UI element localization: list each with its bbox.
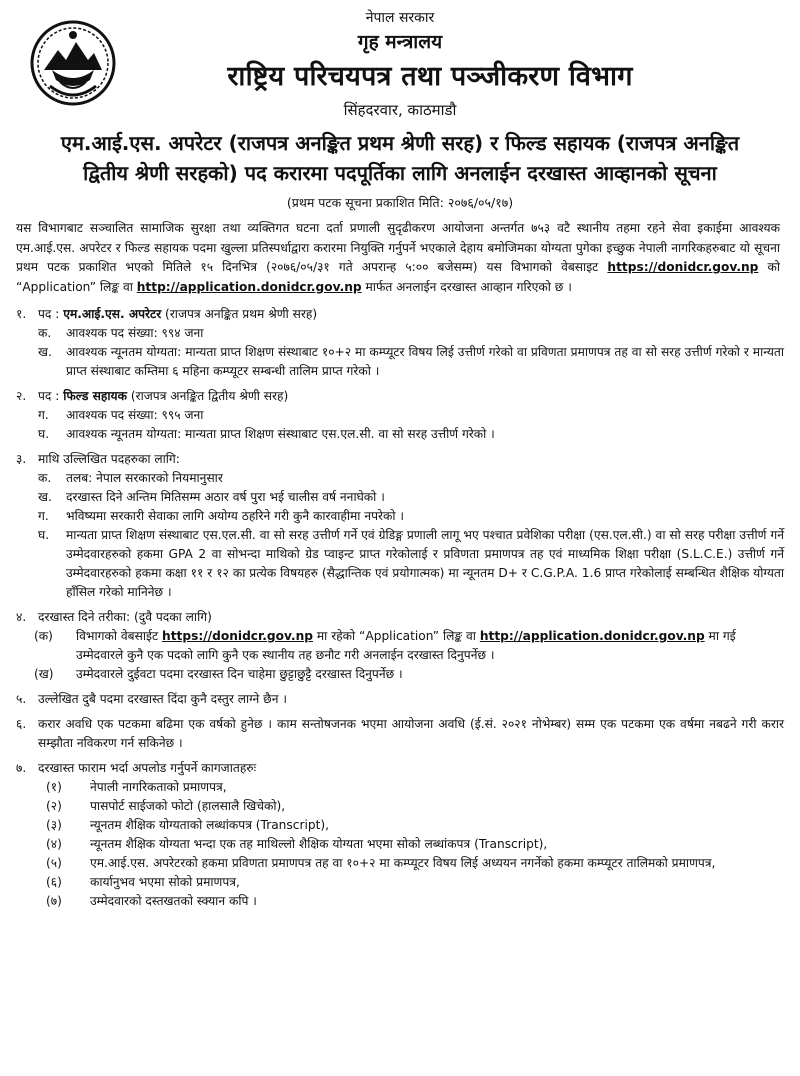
section-6-heading (16, 715, 784, 753)
intro-paragraph (16, 219, 780, 297)
item-text: दरखास्त दिने अन्तिम मितिसम्म अठार वर्ष पुरा भई चालीस वर्ष ननाघेको । (66, 490, 385, 504)
item-marker: (३) (46, 818, 62, 832)
notice-title-line2: द्वितीय श्रेणी सरहको) पद करारमा पदपूर्तिका लागि अनलाईन दरखास्त आव्हानको सूचना (83, 161, 717, 185)
section-6 (16, 715, 784, 753)
section-number: ७. (16, 761, 27, 775)
apply-text-3: मा गई उम्मेदवारले कुनै एक पदको लागि कुनै एक स्थानीय तह छनौट गरी अनलाईन दरखास्त दिनुपर्नेछ । (76, 629, 736, 662)
list-item (16, 406, 784, 425)
item-marker: (क) (34, 629, 53, 643)
list-item (16, 627, 784, 665)
post-grade: (राजपत्र अनङ्कित द्वितीय श्रेणी सरह) (126, 389, 289, 403)
item-marker: ग. (38, 509, 49, 523)
item-text: भविष्यमा सरकारी सेवाका लागि अयोग्य ठहरिने गरी कुनै कारवाहीमा नपरेको । (66, 509, 405, 523)
list-item (16, 892, 784, 911)
item-marker: (१) (46, 780, 62, 794)
header (16, 6, 784, 124)
website-link[interactable]: https://donidcr.gov.np (607, 260, 759, 274)
list-item (16, 343, 784, 381)
item-marker: क. (38, 326, 52, 340)
item-marker: ख. (38, 345, 52, 359)
item-text: आवश्यक न्यूनतम योग्यता: मान्यता प्राप्त शिक्षण संस्थाबाट १०+२ मा कम्प्यूटर विषय लिई उत्तीर्ण गरेको वा प्रविणता प्रमाणपत्र तह वा सो सरह उत्तीर्ण गरेको र मान्यता प्राप्त संस्थाबाट कम्तिमा ६ महिना कम्प्यूटर सम्बन्धी तालिम प्राप्त गरेको । (66, 345, 784, 378)
item-marker: घ. (38, 427, 50, 441)
item-text: कार्यानुभव भएमा सोको प्रमाणपत्र, (90, 875, 240, 889)
section-7 (16, 759, 784, 911)
item-marker: घ. (38, 528, 50, 542)
intro-text-a: यस विभागबाट सञ्चालित सामाजिक सुरक्षा तथा व्यक्तिगत घटना दर्ता प्रणाली सुदृढीकरण आयोजना अन्तर्गत ७५३ वटै स्थानीय तहमा रहने सेवा इकाईमा आवश्यक एम.आई.एस. अपरेटर र फिल्ड सहायक पदमा खुल्ला प्रतिस्पर्धाद्वारा करारमा नियुक्ति गर्नुपर्ने भएकाले देहाय बमोजिमका योग्यता पुगेका इच्छुक नेपाली नागरिकहरुबाट यो सूचना प्रथम पटक प्रकाशित भएको मितिले १५ दिनभित्र (२०७६/०५/३१ गते अपरान्ह ५:०० बजेसम्म) यस विभागको वेबसाइट (16, 221, 780, 274)
list-item (16, 425, 784, 444)
apply-text-1: विभागको वेबसाईट (76, 629, 163, 643)
section-number: ५. (16, 692, 27, 706)
section-1-heading (16, 305, 784, 324)
item-marker: (२) (46, 799, 62, 813)
item-marker: (४) (46, 837, 62, 851)
section-5 (16, 690, 784, 709)
section-number: २. (16, 389, 27, 403)
apply-text-2: मा रहेको “Application” लिङ्क वा (313, 629, 480, 643)
section-4 (16, 608, 784, 684)
intro-text-b: को “Application” लिङ्क वा (16, 260, 780, 294)
item-text: आवश्यक पद संख्या: ९९५ जना (66, 408, 204, 422)
item-text: मान्यता प्राप्त शिक्षण संस्थाबाट एस.एल.सी. वा सो सरह उत्तीर्ण गर्ने एवं ग्रेडिङ्ग प्रणाली लागू भए पश्चात प्रवेशिका परीक्षा (एस.एल.सी.) वा सो सरह परीक्षा उत्तीर्ण गर्ने उम्मेदवारहरुको हकमा GPA 2 वा सोभन्दा माथिको ग्रेड प्वाइन्ट प्राप्त गरेकोलाई र प्रविणता प्रमाणपत्र तह एवं माध्यमिक शिक्षा परीक्षा (S.L.C.E.) उत्तीर्ण गर्ने उम्मेदवारहरुको हकमा कक्षा ११ र १२ का प्रत्येक विषयहरु (सैद्धान्तिक एवं प्रयोगात्मक) मा न्यूनतम D+ र C.G.P.A. 1.6 प्राप्त गरेकोलाई सम्बन्धित शैक्षिक योग्यता हाँसिल गरेको मानिनेछ । (66, 528, 784, 599)
post-label: पद : (38, 389, 64, 403)
item-text: तलब: नेपाल सरकारको नियमानुसार (66, 471, 223, 485)
list-item (16, 816, 784, 835)
section-number: ६. (16, 717, 27, 731)
section-title: दरखास्त दिने तरीका: (दुवै पदका लागि) (38, 610, 212, 624)
website-link[interactable]: https://donidcr.gov.np (162, 629, 314, 643)
department-location: सिंहदरवार, काठमाडौ (343, 101, 457, 119)
section-2-heading (16, 387, 784, 406)
application-link[interactable]: http://application.donidcr.gov.np (479, 629, 705, 643)
item-text: पासपोर्ट साईजको फोटो (हालसालै खिचेको), (90, 799, 286, 813)
item-marker: (७) (46, 894, 62, 908)
list-item (16, 324, 784, 343)
list-item (16, 665, 784, 684)
post-grade: (राजपत्र अनङ्कित प्रथम श्रेणी सरह) (161, 307, 318, 321)
item-text: आवश्यक न्यूनतम योग्यता: मान्यता प्राप्त शिक्षण संस्थाबाट एस.एल.सी. वा सो सरह उत्तीर्ण गरेको । (66, 427, 495, 441)
notice-title (16, 128, 784, 188)
section-5-heading (16, 690, 784, 709)
section-number: ४. (16, 610, 27, 624)
section-2 (16, 387, 784, 444)
list-item (16, 526, 784, 602)
section-title: दरखास्त फाराम भर्दा अपलोड गर्नुपर्ने कागजातहरुः (38, 761, 257, 775)
list-item (16, 835, 784, 854)
post-label: पद : (38, 307, 64, 321)
section-3 (16, 450, 784, 602)
published-date: (प्रथम पटक सूचना प्रकाशित मिति: २०७६/०५/१७) (286, 195, 514, 210)
list-item (16, 873, 784, 892)
government-name: नेपाल सरकार (365, 10, 435, 26)
section-text: करार अवधि एक पटकमा बढिमा एक वर्षको हुनेछ । काम सन्तोषजनक भएमा आयोजना अवधि (ई.सं. २०२१ नोभेम्बर) सम्म एक पटकमा एक वर्षमा नबढने गरी करार सम्झौता नविकरण गर्न सकिनेछ । (38, 717, 784, 750)
item-marker: ग. (38, 408, 49, 422)
item-marker: (५) (46, 856, 62, 870)
item-text (76, 627, 784, 665)
item-marker: क. (38, 471, 52, 485)
list-item (16, 797, 784, 816)
section-3-heading (16, 450, 784, 469)
item-text: नेपाली नागरिकताको प्रमाणपत्र, (90, 780, 227, 794)
item-text: न्यूनतम शैक्षिक योग्यताको लब्धांकपत्र (Transcript), (90, 818, 329, 832)
section-title: माथि उल्लिखित पदहरुका लागि: (38, 452, 180, 466)
item-text: न्यूनतम शैक्षिक योग्यता भन्दा एक तह माथिल्लो शैक्षिक योग्यता भएमा सोको लब्धांकपत्र (Transcript), (90, 837, 548, 851)
section-1 (16, 305, 784, 381)
list-item (16, 854, 784, 873)
section-7-heading (16, 759, 784, 778)
notice-title-line1: एम.आई.एस. अपरेटर (राजपत्र अनङ्कित प्रथम श्रेणी सरह) र फिल्ड सहायक (राजपत्र अनङ्कित (60, 131, 740, 155)
application-link[interactable]: http://application.donidcr.gov.np (136, 279, 362, 294)
list-item (16, 507, 784, 526)
post-name: एम.आई.एस. अपरेटर (63, 307, 162, 321)
item-text: उम्मेदवारको दस्तखतको स्क्यान कपि । (90, 894, 257, 908)
section-number: ३. (16, 452, 27, 466)
section-number: १. (16, 307, 27, 321)
item-text: उम्मेदवारले दुईवटा पदमा दरखास्त दिन चाहेमा छुट्टाछुट्टै दरखास्त दिनुपर्नेछ । (76, 667, 403, 681)
post-name: फिल्ड सहायक (63, 389, 127, 403)
list-item (16, 778, 784, 797)
ministry-name: गृह मन्त्रालय (357, 31, 443, 53)
section-4-heading (16, 608, 784, 627)
intro-text-c: मार्फत अनलाईन दरखास्त आव्हान गरिएको छ । (361, 279, 572, 294)
section-text: उल्लेखित दुबै पदमा दरखास्त दिंदा कुनै दस्तुर लाग्ने छैन । (38, 692, 287, 706)
item-marker: ख. (38, 490, 52, 504)
list-item (16, 488, 784, 507)
item-marker: (६) (46, 875, 62, 889)
item-marker: (ख) (34, 667, 54, 681)
list-item (16, 469, 784, 488)
item-text: एम.आई.एस. अपरेटरको हकमा प्रविणता प्रमाणपत्र तह वा १०+२ मा कम्प्यूटर विषय लिई अध्ययन नगर्नेको हकमा कम्प्यूटर तालिमको प्रमाणपत्र, (90, 856, 716, 870)
item-text: आवश्यक पद संख्या: ९९४ जना (66, 326, 204, 340)
department-name: राष्ट्रिय परिचयपत्र तथा पञ्जीकरण विभाग (227, 61, 633, 92)
